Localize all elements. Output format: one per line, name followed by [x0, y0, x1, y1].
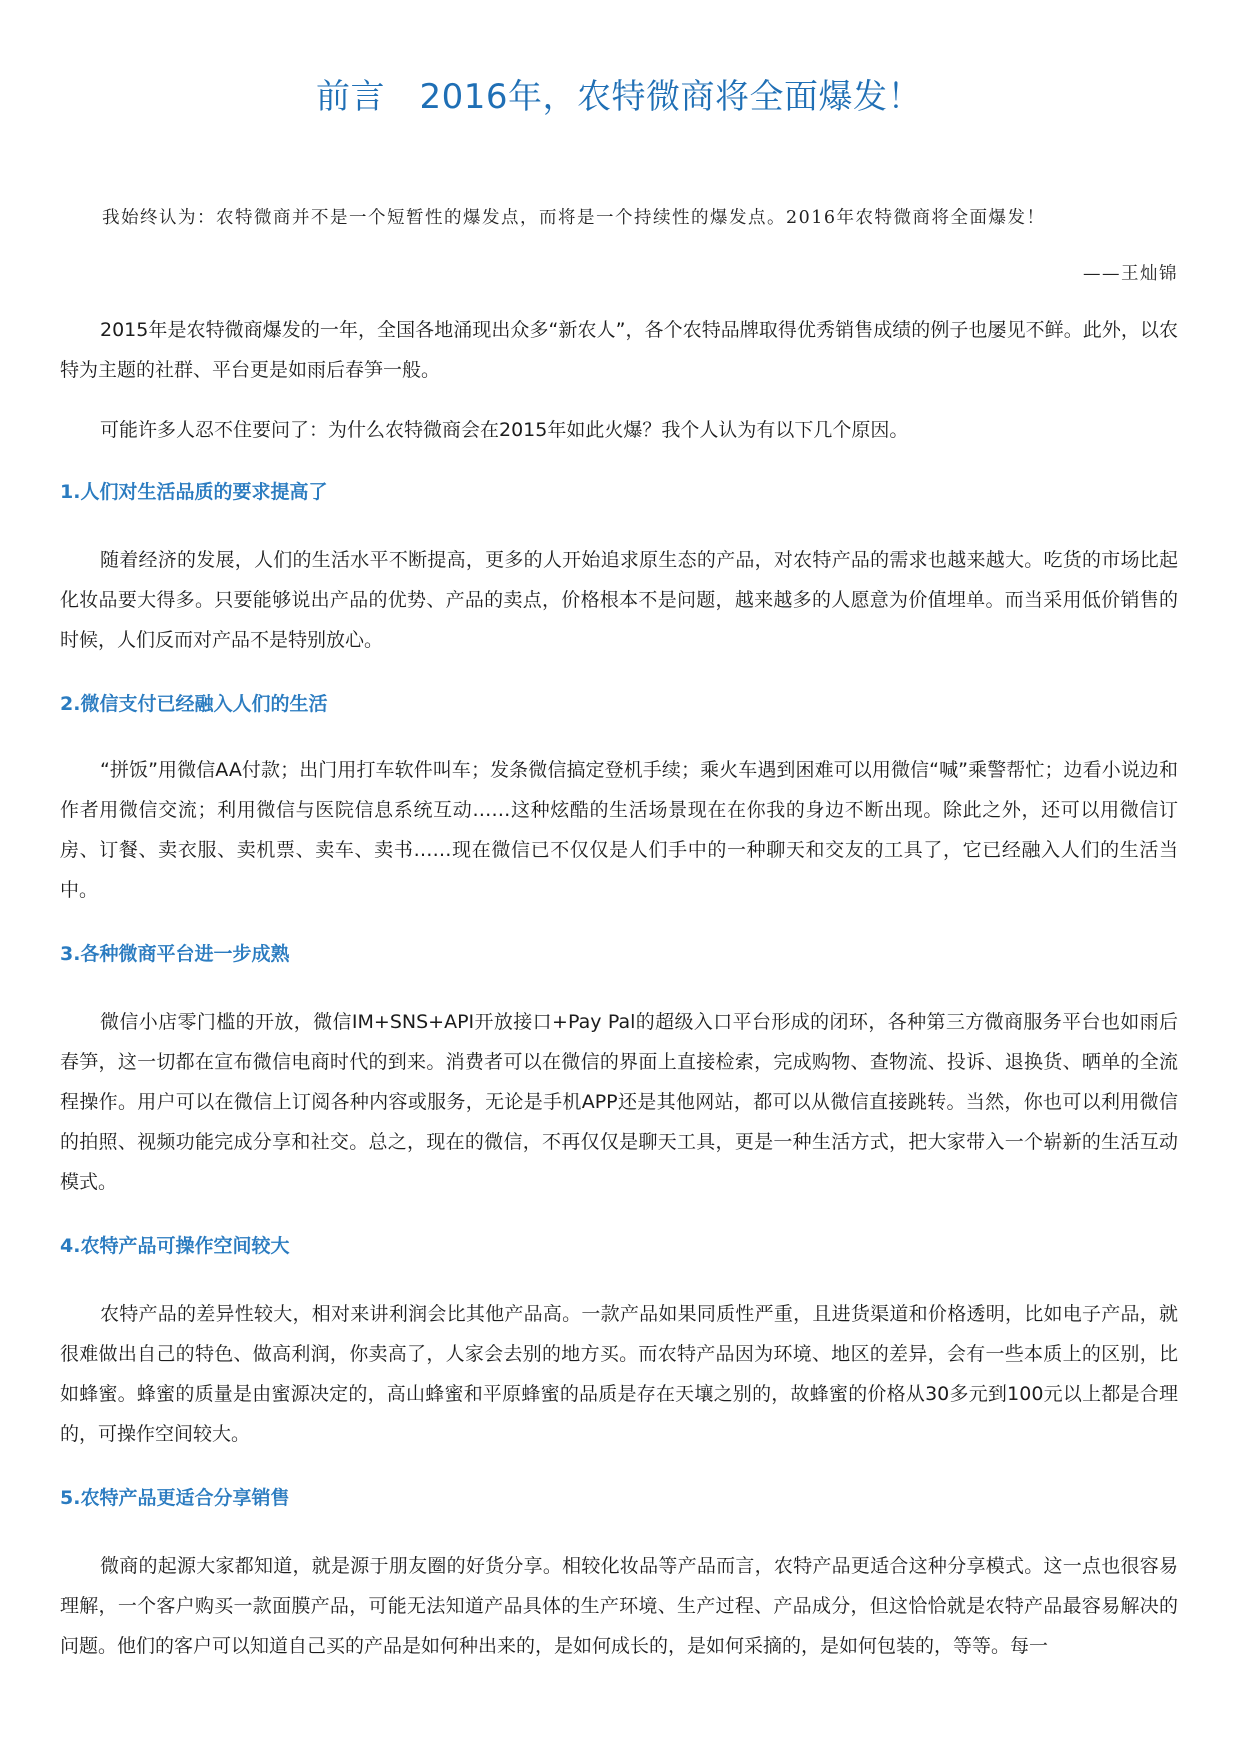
intro-paragraph-1: 2015年是农特微商爆发的一年，全国各地涌现出众多“新农人”，各个农特品牌取得优秀销售成绩的例子也屡见不鲜。此外，以农特为主题的社群、平台更是如雨后春笋一般。 — [60, 319, 1178, 381]
section-heading-4: 4.农特产品可操作空间较大 — [60, 1235, 290, 1257]
section-body-5: 微商的起源大家都知道，就是源于朋友圈的好货分享。相较化妆品等产品而言，农特产品更适合这种分享模式。这一点也很容易理解，一个客户购买一款面膜产品，可能无法知道产品具体的生产环境、生产过程、产品成分，但这恰恰就是农特产品最容易解决的问题。他们的客户可以知道自己买的产品是如何种出来的，是如何成长的，是如何采摘的，是如何包装的，等等。每一 — [60, 1555, 1178, 1657]
section-body-2: “拼饭”用微信AA付款；出门用打车软件叫车；发条微信搞定登机手续；乘火车遇到困难可以用微信“喊”乘警帮忙；边看小说边和作者用微信交流；利用微信与医院信息系统互动……这种炫酷的生活场景现在在你我的身边不断出现。除此之外，还可以用微信订房、订餐、卖衣服、卖机票、卖车、卖书……现在微信已不仅仅是人们手中的一种聊天和交友的工具了，它已经融入人们的生活当中。 — [60, 759, 1178, 901]
section-heading-1: 1.人们对生活品质的要求提高了 — [60, 481, 328, 503]
section-body-3: 微信小店零门槛的开放，微信IM+SNS+API开放接口+Pay Pal的超级入口平台形成的闭环，各种第三方微商服务平台也如雨后春笋，这一切都在宣布微信电商时代的到来。消费者可以在微信的界面上直接检索，完成购物、查物流、投诉、退换货、晒单的全流程操作。用户可以在微信上订阅各种内容或服务，无论是手机APP还是其他网站，都可以从微信直接跳转。当然，你也可以利用微信的拍照、视频功能完成分享和社交。总之，现在的微信，不再仅仅是聊天工具，更是一种生活方式，把大家带入一个崭新的生活互动模式。 — [60, 1011, 1178, 1193]
epigraph-attribution: ——王灿锦 — [1083, 264, 1178, 284]
section-heading-2: 2.微信支付已经融入人们的生活 — [60, 693, 328, 715]
section-body-4: 农特产品的差异性较大，相对来讲利润会比其他产品高。一款产品如果同质性严重，且进货渠道和价格透明，比如电子产品，就很难做出自己的特色、做高利润，你卖高了，人家会去别的地方买。而农特产品因为环境、地区的差异，会有一些本质上的区别，比如蜂蜜。蜂蜜的质量是由蜜源决定的，高山蜂蜜和平原蜂蜜的品质是存在天壤之别的，故蜂蜜的价格从30多元到100元以上都是合理的，可操作空间较大。 — [60, 1303, 1178, 1445]
section-body-1: 随着经济的发展，人们的生活水平不断提高，更多的人开始追求原生态的产品，对农特产品的需求也越来越大。吃货的市场比起化妆品要大得多。只要能够说出产品的优势、产品的卖点，价格根本不是问题，越来越多的人愿意为价值埋单。而当采用低价销售的时候，人们反而对产品不是特别放心。 — [60, 549, 1178, 651]
intro-paragraph-2: 可能许多人忍不住要问了：为什么农特微商会在2015年如此火爆？我个人认为有以下几个原因。 — [100, 419, 909, 441]
page-title: 前言 2016年，农特微商将全面爆发！ — [315, 77, 923, 117]
section-heading-5: 5.农特产品更适合分享销售 — [60, 1487, 290, 1509]
section-heading-3: 3.各种微商平台进一步成熟 — [60, 943, 290, 965]
epigraph-quote: 我始终认为：农特微商并不是一个短暂性的爆发点，而将是一个持续性的爆发点。2016年农特微商将全面爆发！ — [102, 208, 1046, 228]
